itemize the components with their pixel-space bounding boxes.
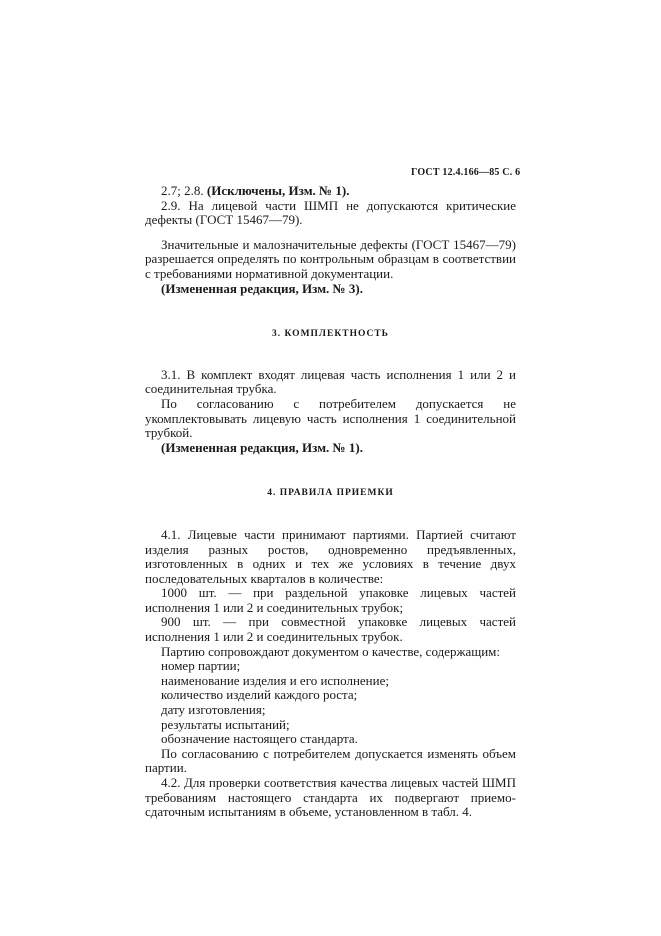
paragraph-2-9: 2.9. На лицевой части ШМП не допускаются критические дефекты (ГОСТ 15467—79).: [145, 197, 516, 228]
paragraph-2-9-note: [145, 282, 516, 297]
list-item: результаты испытаний;: [161, 716, 290, 732]
paragraph-4-1-qty-joint: 900 шт. — при совместной упаковке лицевых частей исполнения 1 или 2 и соединительных трубок.: [145, 614, 516, 645]
paragraph-3-1: 3.1. В комплект входят лицевая часть исполнения 1 или 2 и соединительная трубка.: [145, 366, 516, 397]
paragraph-3-1-note: [145, 441, 516, 456]
list-item: дату изготовления;: [161, 702, 266, 718]
list-item: количество изделий каждого роста;: [161, 687, 358, 703]
document-body: [145, 184, 516, 820]
paragraph-4-1-batch-change: По согласованию с потребителем допускается изменять объем партии.: [145, 745, 516, 776]
paragraph-4-1-doc-intro: Партию сопровождают документом о качестве, содержащим:: [161, 643, 501, 659]
list-item: номер партии;: [161, 658, 241, 674]
paragraph-4-1-qty-separate: 1000 шт. — при раздельной упаковке лицевых частей исполнения 1 или 2 и соединительных трубок;: [145, 585, 516, 615]
list-item: обозначение настоящего стандарта.: [161, 731, 358, 747]
paragraph-4-2: 4.2. Для проверки соответствия качества лицевых частей ШМП требованиям настоящего стандарта их подвергают приемо-сдаточным испытаниям в объеме, установленном в табл. 4.: [145, 775, 516, 820]
paragraph-2-7-note: (Исключены, Изм. № 1).: [206, 183, 350, 198]
list-item: наименование изделия и его исполнение;: [161, 672, 389, 688]
paragraph-2-7-prefix: 2.7; 2.8.: [161, 183, 207, 198]
paragraph-2-7: [145, 184, 516, 199]
amendment-note-1: (Измененная редакция, Изм. № 1).: [161, 439, 363, 455]
paragraph-3-1-agreement: По согласованию с потребителем допускается не укомплектовывать лицевую часть исполнения 1 соединительной трубкой.: [145, 395, 516, 441]
section-3-heading: 3. КОМПЛЕКТНОСТЬ: [272, 329, 389, 340]
amendment-note-3: (Измененная редакция, Изм. № 3).: [161, 280, 363, 296]
paragraph-4-1: 4.1. Лицевые части принимают партиями. Партией считают изделия разных ростов, одновременно предъявленных, изготовленных в одних и тех же условиях в течение двух последовательных кварталов в количестве:: [145, 526, 516, 586]
paragraph-2-9-defects: Значительные и малозначительные дефекты (ГОСТ 15467—79) разрешается определять по контрольным образцам в соответствии с требованиями нормативной документации.: [145, 236, 516, 281]
page-header-doc-ref: ГОСТ 12.4.166—85 С. 6: [411, 167, 521, 178]
section-4-heading: 4. ПРАВИЛА ПРИЕМКИ: [267, 488, 394, 499]
